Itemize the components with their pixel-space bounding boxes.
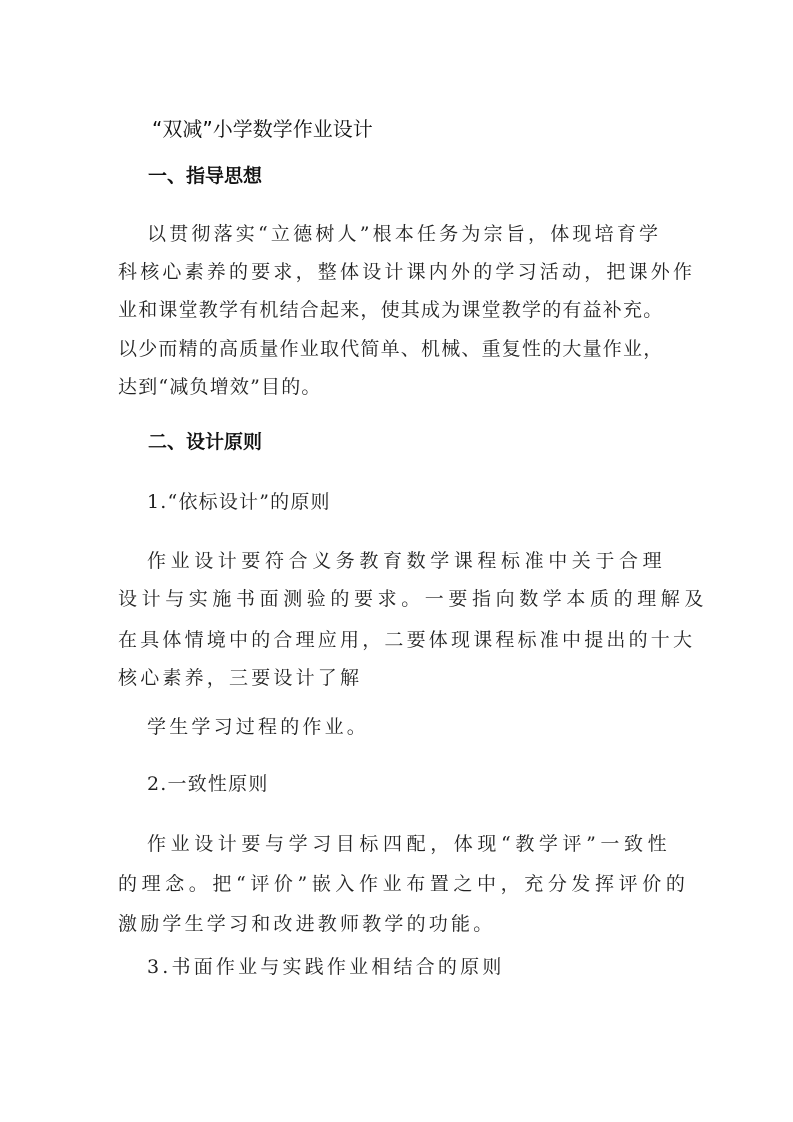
paragraph-line: 核心素养，三要设计了解 [118,667,363,689]
paragraph-line: 在具体情境中的合理应用，二要体现课程标准中提出的十大 [118,629,696,651]
subsection-title-standard-based: 1.“依标设计”的原则 [147,491,331,513]
paragraph-line: 达到“减负增效”目的。 [118,376,322,398]
paragraph-line: 作业设计要符合义务教育数学课程标准中关于合理 [147,550,667,572]
section-heading-design-principles: 二、设计原则 [148,431,263,453]
paragraph-line: 设计与实施书面测验的要求。一要指向数学本质的理解及 [118,588,709,610]
paragraph-line: 以贯彻落实“立德树人”根本任务为宗旨，体现培育学 [147,223,662,245]
paragraph-line: 的理念。把“评价”嵌入作业布置之中，充分发挥评价的 [118,873,690,895]
subsection-title-written-practical: 3.书面作业与实践作业相结合的原则 [147,956,505,978]
paragraph-line: 作业设计要与学习目标四配，体现“教学评”一致性 [147,833,672,855]
paragraph-line: 学生学习过程的作业。 [147,716,370,738]
paragraph-line: 业和课堂教学有机结合起来，使其成为课堂教学的有益补充。 [118,299,664,321]
subsection-title-consistency: 2.一致性原则 [147,773,269,795]
paragraph-line: 科核心素养的要求，整体设计课内外的学习活动，把课外作 [118,261,696,283]
paragraph-line: 激励学生学习和改进教师教学的功能。 [118,913,496,935]
document-title: “双减”小学数学作业设计 [152,117,373,141]
section-heading-guiding-ideology: 一、指导思想 [148,165,263,187]
paragraph-line: 以少而精的高质量作业取代简单、机械、重复性的大量作业， [118,338,664,360]
